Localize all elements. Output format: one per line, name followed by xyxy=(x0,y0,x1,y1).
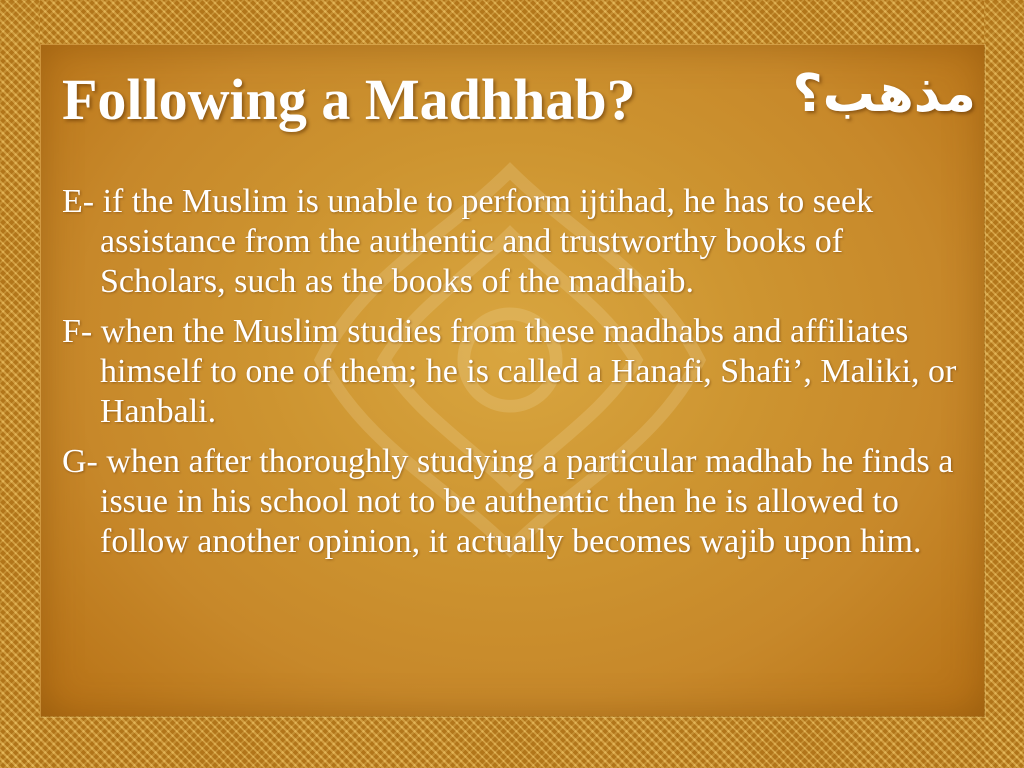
title-row xyxy=(62,58,976,148)
paragraph-f: F- when the Muslim studies from these madhabs and affiliates himself to one of them; he is called a Hanafi, Shafi’, Maliki, or Hanbali. xyxy=(62,313,957,430)
ornamental-border-bottom xyxy=(0,716,1024,768)
ornamental-border-right xyxy=(984,0,1024,768)
ornamental-border-top xyxy=(0,0,1024,44)
paragraph-e: E- if the Muslim is unable to perform ijtihad, he has to seek assistance from the authentic and trustworthy books of Scholars, such as the books of the madhaib. xyxy=(62,183,874,300)
arabic-title: مذهب؟ xyxy=(792,64,976,124)
ornamental-border-left xyxy=(0,0,40,768)
paragraph-g: G- when after thoroughly studying a particular madhab he finds a issue in his school not to be authentic then he is allowed to follow another opinion, it actually becomes wajib upon him. xyxy=(62,443,954,560)
slide-body xyxy=(62,182,962,572)
slide-title: Following a Madhhab? xyxy=(62,67,636,132)
